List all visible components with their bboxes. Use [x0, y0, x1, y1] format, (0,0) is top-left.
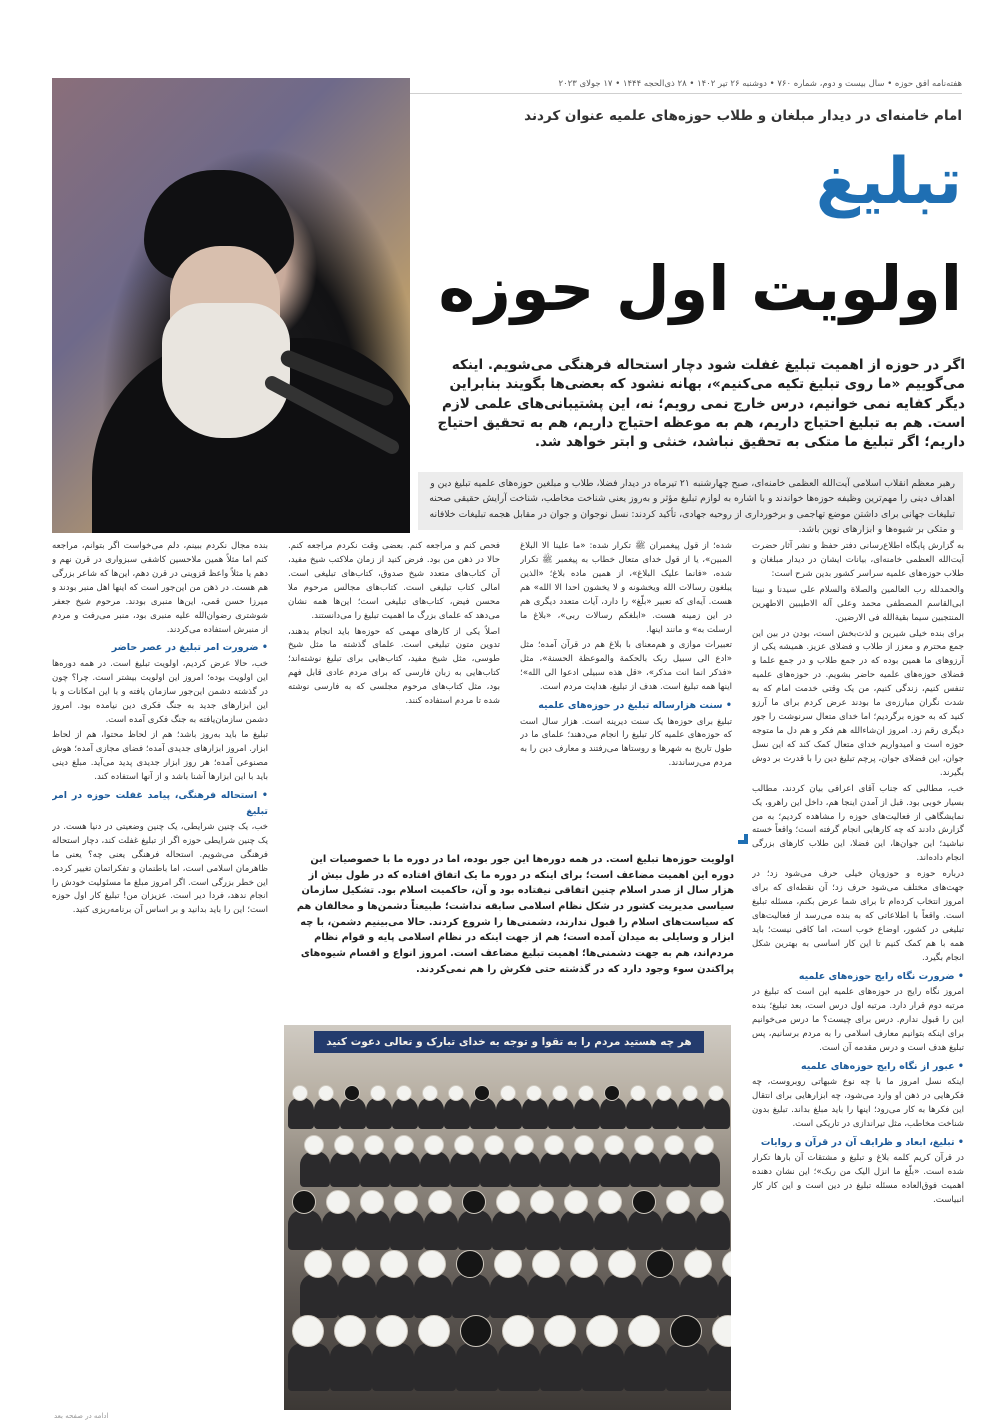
audience-member-turban: [694, 1135, 714, 1155]
audience-member-turban: [344, 1085, 360, 1101]
audience-member-turban: [304, 1250, 332, 1278]
main-title-black: اولویت اول حوزه: [438, 252, 962, 325]
audience-member-robe: [424, 1210, 458, 1250]
audience-member-turban: [326, 1190, 350, 1214]
audience-member-robe: [600, 1151, 630, 1187]
audience-member-turban: [684, 1250, 712, 1278]
audience-member-robe: [662, 1210, 696, 1250]
audience-member-robe: [300, 1151, 330, 1187]
main-title-blue: تبلیغ: [815, 145, 962, 219]
audience-member-robe: [566, 1274, 604, 1318]
audience-member-robe: [418, 1097, 444, 1129]
audience-member-turban: [608, 1250, 636, 1278]
audience-member-robe: [372, 1343, 414, 1391]
masthead: هفته‌نامه افق حوزه • سال بیست و دوم، شماره ۷۶۰ • دوشنبه ۲۶ تیر ۱۴۰۲ • ۲۸ ذی‌الحجه ۱۴۴۴ • ۱۷ جولای ۲۰۲۳: [52, 76, 962, 94]
audience-member-robe: [340, 1097, 366, 1129]
audience-member-robe: [718, 1274, 731, 1318]
audience-member-turban: [394, 1135, 414, 1155]
audience-member-turban: [292, 1315, 324, 1347]
audience-member-turban: [334, 1135, 354, 1155]
audience-photo: [284, 1025, 731, 1410]
article-column-2: [520, 540, 732, 845]
audience-member-robe: [582, 1343, 624, 1391]
audience-member-robe: [708, 1343, 731, 1391]
audience-member-robe: [470, 1097, 496, 1129]
audience-member-robe: [630, 1151, 660, 1187]
audience-member-turban: [318, 1085, 334, 1101]
lead-paragraph: اگر در حوزه از اهمیت تبلیغ غفلت شود دچار استحاله فرهنگی می‌شویم. اینکه می‌گوییم «ما روی تبلیغ تکیه می‌کنیم»، بهانه نشود که بعضی‌ها بگویند بنابراین دیگر کفایه نمی خوانیم، درس خارج نمی رویم؛ نه، این پشتیبانی‌های علمی لازم است. هم به تبلیغ احتیاج داریم، هم به موعظه احتیاج داریم، هم به تحقیق احتیاج داریم؛ اگر تبلیغ ما متکی به تحقیق نباشد، خنثی و ابتر خواهد شد.: [437, 357, 965, 451]
audience-member-turban: [530, 1190, 554, 1214]
audience-member-robe: [624, 1343, 666, 1391]
audience-member-robe: [526, 1210, 560, 1250]
audience-member-robe: [480, 1151, 510, 1187]
audience-member-robe: [330, 1151, 360, 1187]
audience-member-robe: [594, 1210, 628, 1250]
continued-note: ادامه در صفحه بعد: [54, 1412, 109, 1420]
article-paragraph: خب، یک چنین شرایطی، یک چنین وضعیتی در دنیا هست. در یک چنین شرایطی حوزه اگر از تبلیغ غفلت کند، دچار استحاله فرهنگی می‌شویم. استحاله فرهنگی یعنی چه؟ یعنی ما ظاهرمان اسلامی است، اما باطنمان و تفکراتمان تغییر کرده. این خطر بزرگی است. اگر امروز مبلغ ما مسئولیت خودش را انجام ندهد، فردا دیر است. عزیزان من! تبلیغ کار اول حوزه است؛ این را باید بدانید و بر اساس آن برنامه‌ریزی کنید.: [52, 821, 268, 916]
audience-member-robe: [690, 1151, 720, 1187]
audience-member-robe: [570, 1151, 600, 1187]
audience-member-turban: [474, 1085, 490, 1101]
audience-member-turban: [630, 1085, 646, 1101]
audience-member-turban: [494, 1250, 522, 1278]
audience-member-robe: [696, 1210, 730, 1250]
audience-member-robe: [626, 1097, 652, 1129]
audience-member-turban: [292, 1085, 308, 1101]
audience-member-turban: [422, 1085, 438, 1101]
audience-member-robe: [322, 1210, 356, 1250]
audience-member-turban: [460, 1315, 492, 1347]
audience-member-robe: [458, 1210, 492, 1250]
article-paragraph: امروز نگاه رایج در حوزه‌های علمیه این است که تبلیغ در مرتبه دوم قرار دارد. مرتبه اول درس است، بعد تبلیغ؛ بنده این را قبول ندارم. درس برای چیست؟ ما درس می‌خوانیم برای اینکه بتوانیم معارف اسلامی را به مردم برسانیم، پس تبلیغ هدف است و درس مقدمه آن است.: [752, 987, 964, 1053]
audience-member-robe: [490, 1274, 528, 1318]
audience-member-turban: [396, 1085, 412, 1101]
audience-member-robe: [414, 1343, 456, 1391]
pull-quote-text: اولویت حوزه‌ها تبلیغ است. در همه دوره‌ها این جور بوده، اما در دوره ما با خصوصیات این دوره این اهمیت مضاعف است؛ برای اینکه در دوره ما یک اتفاق افتاده که در طول بیش از هزار سال از صدر اسلام چنین اتفاقی نیفتاده بود و آن، حاکمیت اسلام بود. تشکیل سازمان سیاسی مدیریت کشور در شکل نظام اسلامی سابقه نداشت؛ طبیعتاً دشمن‌ها و مخالفان هم که سیاست‌های اسلام را قبول ندارند، دشمنی‌ها را شروع کردند. حالا می‌بینیم دشمن، با چه ابزار و وسایلی به میدان آمده است؛ هم از جهت اینکه در نظام اسلامی پایه و قوام نظام مردم‌اند، هم به جهت دشمنی‌ها؛ اهمیت تبلیغ مضاعف است. امروز انواع و اقسام شیوه‌های پراکندن سوء وجود دارد که در گذشته حتی فکرش را هم نمی‌کردند.: [296, 854, 734, 975]
audience-member-turban: [722, 1250, 731, 1278]
audience-member-turban: [370, 1085, 386, 1101]
audience-member-turban: [502, 1315, 534, 1347]
audience-member-robe: [356, 1210, 390, 1250]
audience-member-turban: [448, 1085, 464, 1101]
audience-member-robe: [376, 1274, 414, 1318]
audience-member-robe: [338, 1274, 376, 1318]
audience-member-turban: [544, 1135, 564, 1155]
quote-mark-icon: [738, 834, 748, 844]
audience-member-turban: [342, 1250, 370, 1278]
audience-member-robe: [560, 1210, 594, 1250]
pull-quote: [286, 852, 734, 977]
audience-member-turban: [394, 1190, 418, 1214]
article-paragraph: خب، حالا عرض کردیم، اولویت تبلیغ است. در همه دوره‌ها این اولویت بوده؛ امروز این اولویت بیشتر است. چرا؟ چون در گذشته دشمن این‌جور سازمان یافته و با این امکانات و با این ابزارهای جدید به جنگ فکری دین نیامده بود. امروز دشمن سازمان‌یافته به جنگ فکری آمده است.: [52, 658, 268, 725]
audience-member-robe: [680, 1274, 718, 1318]
audience-member-turban: [682, 1085, 698, 1101]
audience-member-turban: [628, 1315, 660, 1347]
audience-member-turban: [304, 1135, 324, 1155]
article-column-1: [752, 540, 964, 1410]
audience-member-robe: [288, 1097, 314, 1129]
audience-member-turban: [646, 1250, 674, 1278]
audience-member-turban: [514, 1135, 534, 1155]
audience-member-robe: [600, 1097, 626, 1129]
audience-member-turban: [712, 1315, 731, 1347]
audience-member-robe: [492, 1210, 526, 1250]
section-heading: • عبور از نگاه رایج حوزه‌های علمیه: [801, 1060, 964, 1072]
leader-speaking-photo: [52, 78, 410, 533]
article-paragraph: تبلیغ ما باید به‌روز باشد؛ هم از لحاظ محتوا، هم از لحاظ ابزار. امروز ابزارهای جدیدی آمده؛ فضای مجازی آمده؛ هوش مصنوعی آمده؛ هر روز ابزار جدیدی پدید می‌آید. مبلغ دینی باید با این ابزارها آشنا باشد و از آنها استفاده کند.: [52, 730, 268, 783]
hall-banner: هر چه هستید مردم را به تقوا و توجه به خدای تبارک و تعالی دعوت کنید: [314, 1031, 704, 1053]
audience-member-turban: [418, 1315, 450, 1347]
audience-member-robe: [456, 1343, 498, 1391]
audience-member-robe: [360, 1151, 390, 1187]
audience-member-robe: [642, 1274, 680, 1318]
audience-member-robe: [444, 1097, 470, 1129]
audience-member-robe: [522, 1097, 548, 1129]
audience-member-turban: [418, 1250, 446, 1278]
audience-member-robe: [314, 1097, 340, 1129]
audience-member-robe: [498, 1343, 540, 1391]
audience-member-turban: [552, 1085, 568, 1101]
audience-member-robe: [678, 1097, 704, 1129]
kicker-headline: امام خامنه‌ای در دیدار مبلغان و طلاب حوزه‌های علمیه عنوان کردند: [524, 108, 962, 124]
audience-member-robe: [704, 1097, 730, 1129]
audience-member-turban: [586, 1315, 618, 1347]
audience-member-turban: [574, 1135, 594, 1155]
audience-member-turban: [500, 1085, 516, 1101]
audience-member-robe: [330, 1343, 372, 1391]
section-heading: • تبلیغ، ابعاد و ظرایف آن در قرآن و روایات: [760, 1136, 964, 1148]
audience-member-turban: [564, 1190, 588, 1214]
article-paragraph: اصلاً یکی از کارهای مهمی که حوزه‌ها باید انجام بدهند، تدوین متون تبلیغی است. علمای گذشته ما مثل شیخ طوسی، مثل شیخ مفید، کتاب‌هایی برای تبلیغ نوشته‌اند؛ کتاب‌هایی به زبان فارسی که برای مردم عادی قابل فهم بود، مثل کتاب‌های مرحوم مجلسی که به فارسی نوشته شده تا مردم استفاده کنند.: [288, 626, 500, 707]
audience-member-turban: [532, 1250, 560, 1278]
audience-member-robe: [628, 1210, 662, 1250]
audience-member-turban: [604, 1085, 620, 1101]
article-column-3: [288, 540, 500, 845]
audience-member-turban: [666, 1190, 690, 1214]
audience-member-turban: [632, 1190, 656, 1214]
audience-member-robe: [574, 1097, 600, 1129]
audience-member-robe: [540, 1151, 570, 1187]
audience-member-turban: [670, 1315, 702, 1347]
audience-member-turban: [376, 1315, 408, 1347]
audience-member-robe: [450, 1151, 480, 1187]
article-paragraph: اینکه نسل امروز ما با چه نوع شبهاتی روبروست، چه فکرهایی در ذهن او وارد می‌شود، چه ابزارهایی برای انتقال این فکرها به کار می‌رود؛ اینها را باید مبلغ بداند. تبلیغ بدون شناخت مخاطب، مثل تیراندازی در تاریکی است.: [752, 1077, 964, 1129]
audience-member-turban: [424, 1135, 444, 1155]
audience-member-robe: [288, 1343, 330, 1391]
article-paragraph: به گزارش پایگاه اطلاع‌رسانی دفتر حفظ و نشر آثار حضرت آیت‌الله العظمی خامنه‌ای، بیانات ایشان در دیدار مبلغان و طلاب حوزه‌های علمیه سراسر کشور بدین شرح است:: [752, 541, 964, 579]
audience-member-turban: [526, 1085, 542, 1101]
audience-member-robe: [510, 1151, 540, 1187]
audience-member-turban: [656, 1085, 672, 1101]
article-paragraph: تعبیرات موازی و هم‌معنای با بلاغ هم در قرآن آمده؛ مثل «ادع الی سبیل ربک بالحکمة والموعظة الحسنة»، مثل «فذکر انما انت مذکر»، «قل هذه سبیلی ادعوا الی الله»؛ اینها همه تبلیغ است. هدف از تبلیغ، هدایت مردم است.: [520, 640, 732, 693]
audience-member-robe: [390, 1210, 424, 1250]
article-paragraph: والحمدلله رب العالمین والصلاة والسلام علی سیدنا و نبینا ابی‌القاسم المصطفی محمد وعلی آله الاطیبین الاطهرین المنتجبین سیما بقیة‌الله فی الارضین.: [752, 584, 964, 623]
audience-member-robe: [390, 1151, 420, 1187]
article-paragraph: شده؛ از قول پیغمبران ﷺ تکرار شده: «ما علینا الا البلاغ المبین»، یا از قول خدای متعال خطاب به پیغمبر ﷺ تکرار شده، «فانما علیک البلاغ»، از همین ماده بلاغ؛ «الذین یبلغون رسالات الله ویخشونه و لا یخشون احدا الا الله» هم هست. آیه‌ای که تعبیر «بلّغ» را دارد، آیات متعدد دیگری هم در این زمینه هست. «ابلغکم رسالات ربی»، «بلاغ ما ارسلت به» و مانند اینها.: [520, 541, 732, 635]
audience-member-turban: [462, 1190, 486, 1214]
article-paragraph: بنده مجال نکردم ببینم‌، دلم می‌خواست اگر بتوانم، مراجعه کنم اما مثلاً همین ملاحسین کاشفی سبزواری در قرن نهم و دهم یا مثلاً واعظ قزوینی در قرن دهم، این‌ها که شاعر بزرگی هم هست. در ذهن من این‌جور است که اینها اهل منبر بودند و میرزا حسن قمی، این‌ها منبری بودند. مرحوم شیخ جعفر شوشتری رضوان‌الله علیه منبری بود، منبر می‌رفت و مردم از منبرش استفاده می‌کردند.: [52, 541, 268, 635]
audience-member-turban: [570, 1250, 598, 1278]
photo-beard: [162, 303, 290, 438]
audience-member-robe: [660, 1151, 690, 1187]
audience-member-robe: [604, 1274, 642, 1318]
audience-member-turban: [578, 1085, 594, 1101]
audience-member-turban: [496, 1190, 520, 1214]
audience-member-turban: [360, 1190, 384, 1214]
audience-member-robe: [528, 1274, 566, 1318]
audience-member-robe: [392, 1097, 418, 1129]
audience-member-robe: [666, 1343, 708, 1391]
article-paragraph: خب، مطالبی که جناب آقای اعرافی بیان کردند، مطالب بسیار خوبی بود. قبل از آمدن اینجا هم، داخل این راهرو، یک نمایشگاهی از فعالیت‌های حوزه را مشاهده کردیم؛ به من گزارش دادند که چه کارهایی انجام گرفته است؛ واقعاً خسته نباشید؛ این جوان‌ها، این فضلا، این طلاب کارهای بزرگی انجام داده‌اند.: [752, 783, 964, 864]
article-paragraph: درباره حوزه و حوزویان خیلی حرف می‌شود زد؛ در جهت‌های مختلف می‌شود حرف زد؛ آن نقطه‌ای که برای امروز انتخاب کرده‌ام تا برای شما عرض بکنم، مسئله تبلیغ است. واقعاً با اطلاعاتی که به بنده می‌رسد از فعالیت‌های تبلیغی در کشور، اوضاع خوب است، اما کافی نیست؛ باید همه با هم کمک کنیم تا این کار اساسی به بهترین شکل انجام بگیرد.: [752, 869, 964, 963]
audience-member-turban: [380, 1250, 408, 1278]
audience-member-turban: [604, 1135, 624, 1155]
audience-member-robe: [548, 1097, 574, 1129]
audience-member-turban: [700, 1190, 724, 1214]
summary-box: رهبر معظم انقلاب اسلامی آیت‌الله العظمی خامنه‌ای، صبح چهارشنبه ۲۱ تیرماه در دیدار فضلا، طلاب و مبلغین حوزه‌های علمیه تبلیغ دین و اهداف دینی را مهم‌ترین وظیفه حوزه‌ها خواندند و با اشاره به لوازم تبلیغ مؤثر و به‌روز یعنی شناخت مخاطب، شناخت آرایش حقیقی صحنه تبلیغات جهانی برای داشتن موضع تهاجمی و برخورداری از روحیه جهادی، تأکید کردند: نسل نوجوان و جوان در مقابل هجمه تبلیغات خلافانه و متکی بر شیوه‌ها و ابزارهای نوین باشد.: [418, 472, 963, 530]
audience-member-turban: [544, 1315, 576, 1347]
audience-member-robe: [366, 1097, 392, 1129]
audience-member-robe: [452, 1274, 490, 1318]
audience-member-turban: [708, 1085, 724, 1101]
audience-member-turban: [428, 1190, 452, 1214]
audience-member-robe: [300, 1274, 338, 1318]
audience-member-robe: [540, 1343, 582, 1391]
audience-member-robe: [414, 1274, 452, 1318]
article-paragraph: فحص کنم و مراجعه کنم. بعضی وقت نکردم مراجعه کنم. حالا در ذهن من بود. فرض کنید از زمان ملاکتب شیخ مفید، آن کتاب‌های متعدد شیخ صدوق، کتاب‌های تبلیغی است. امالی کتاب تبلیغی است. کتاب‌های مجالس مرحوم ملا محسن فیض، کتاب‌های تبلیغی است؛ این‌ها همه نشان می‌دهد که علمای بزرگ ما اهمیت تبلیغ را می‌دانستند.: [288, 541, 500, 621]
article-column-4: [52, 540, 268, 1410]
audience-member-turban: [334, 1315, 366, 1347]
section-heading: • ضرورت امر تبلیغ در عصر حاضر: [111, 642, 268, 654]
audience-member-robe: [652, 1097, 678, 1129]
audience-member-robe: [420, 1151, 450, 1187]
audience-member-turban: [454, 1135, 474, 1155]
audience-member-turban: [598, 1190, 622, 1214]
audience-member-turban: [484, 1135, 504, 1155]
audience-member-robe: [496, 1097, 522, 1129]
audience-member-turban: [292, 1190, 316, 1214]
audience-member-turban: [456, 1250, 484, 1278]
section-heading: • ضرورت نگاه رایج حوزه‌های علمیه: [798, 970, 964, 982]
audience-member-robe: [288, 1210, 322, 1250]
section-heading: • سنت هزارساله تبلیغ در حوزه‌های علمیه: [538, 700, 732, 712]
audience-member-turban: [664, 1135, 684, 1155]
article-paragraph: برای بنده خیلی شیرین و لذت‌بخش است، بودن در بین این جمع محترم و معزز از طلاب و فضلای عزیز. همیشه یکی از آرزوهای ما همین بوده که در جمع طلاب و در جمع علما و فضلای حوزه‌های علمیه حاضر بشویم. در حوزه‌های علمیه تنفس کنیم، زندگی کنیم، من یک وقتی خدمت امام که به شدت نگران مبارزه‌ی ما بودند عرض کردم برای ما آرزو کنید که به حوزه برگردیم؛ اما خدای متعال سرنوشت را جور دیگری رقم زد. امروز ان‌شاءالله هم فکر و هم دل ما متوجه حوزه است و امیدواریم خدای متعال کمک کند که این نسل جوان، این فضلای جوان، پرچم تبلیغ دین را با قدرت بر دوش بگیرند.: [752, 628, 964, 778]
audience-member-turban: [364, 1135, 384, 1155]
audience-member-turban: [634, 1135, 654, 1155]
article-paragraph: در قرآن کریم کلمه بلاغ و تبلیغ و مشتقات آن بارها تکرار شده است. «بلّغ ما انزل الیک من ربک»؛ این نشان دهنده اهمیت فوق‌العاده مسئله تبلیغ در دین است و این کار کار انبیاست.: [752, 1153, 964, 1205]
section-heading: • استحاله فرهنگی، پیامد غفلت حوزه در امر تبلیغ: [52, 790, 268, 817]
article-paragraph: تبلیغ برای حوزه‌ها یک سنت دیرینه است. هزار سال است که حوزه‌های علمیه کار تبلیغ را انجام می‌دهند؛ علمای ما در طول تاریخ به شهرها و روستاها می‌رفتند و معارف دین را به مردم می‌رساندند.: [520, 716, 732, 769]
